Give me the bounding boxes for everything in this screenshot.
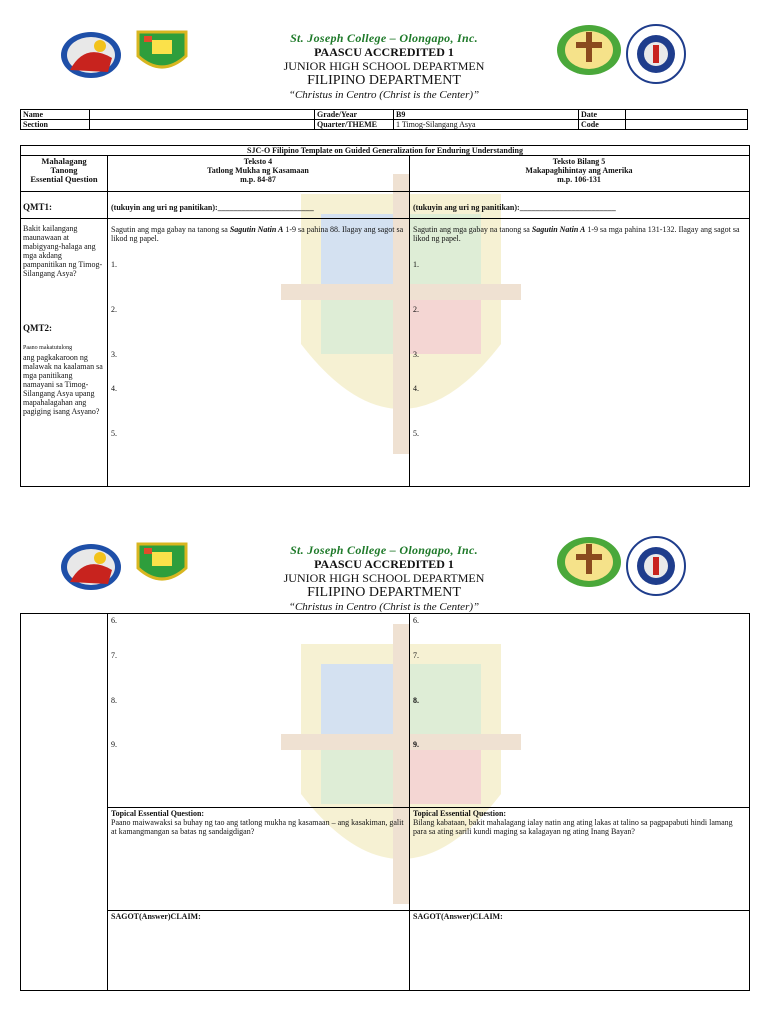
item-6-right: 6. (413, 616, 419, 625)
page-header (0, 0, 768, 100)
item-4-left: 4. (111, 384, 117, 393)
page-header-2 (0, 512, 768, 612)
department-line-2: FILIPINO DEPARTMENT (307, 73, 461, 88)
text-4-heading: Teksto 4 Tatlong Mukha ng Kasamaan m.p. 84-87 (207, 157, 309, 184)
department-line-1: JUNIOR HIGH SCHOOL DEPARTMEN (283, 571, 485, 585)
text-4-instructions: Sagutin ang mga gabay na tanong sa Sagutin Natin A 1-9 sa pahina 88. Ilagay ang sagot sa likod ng papel. (111, 225, 404, 243)
column-divider-2 (409, 156, 410, 486)
accreditation: PAASCU ACCREDITED 1 (314, 45, 454, 59)
answer-claim-right[interactable]: SAGOT(Answer)CLAIM: (413, 912, 503, 921)
item-3-left: 3. (111, 350, 117, 359)
template-table-2 (20, 613, 750, 991)
date-field[interactable] (626, 110, 748, 120)
qmt2-label: QMT2: (23, 323, 52, 333)
quarter-value: 1 Timog-Silangang Asya (394, 120, 579, 130)
school-name: St. Joseph College – Olongapo, Inc. (290, 31, 478, 45)
school-seal-icon (60, 30, 122, 80)
student-info-table (20, 109, 748, 130)
item-7-left: 7. (111, 651, 117, 660)
motto: “Christus in Centro (Christ is the Center)” (288, 601, 480, 613)
topical-question-left: Topical Essential Question: Paano maiwawaksi sa buhay ng tao ang tatlong mukha ng kasamaan – ang kasakiman, galit at kamangmangan sa batas ng sandaigdigan? (111, 809, 404, 836)
template-table (20, 145, 750, 487)
qmt1-text: Bakit kailangang maunawaan at mabigyang-halaga ang mga akdang pampanitikan ng Timog-Silangang Asya? (23, 224, 103, 278)
department-line-1: JUNIOR HIGH SCHOOL DEPARTMEN (283, 59, 485, 73)
text-5-heading: Teksto Bilang 5 Makapaghihintay ang Amerika m.p. 106-131 (525, 157, 633, 184)
code-field[interactable] (626, 120, 748, 130)
deped-seal-icon (626, 24, 686, 84)
header-row-divider (21, 191, 749, 192)
qmt2-text: ang pagkakaroon ng malawak na kaalaman sa mga panitikang namayani sa Timog-Silangang Asya upang mapahalagahan ang pagiging isang Asyano? (23, 353, 103, 416)
grade-value: B9 (394, 110, 579, 120)
item-1-left: 1. (111, 260, 117, 269)
item-5-left: 5. (111, 429, 117, 438)
item-2-right: 2. (413, 305, 419, 314)
cesoi-seal-icon (556, 24, 622, 76)
answer-row-divider (108, 910, 749, 911)
worksheet-page-1 (0, 0, 768, 500)
genre-row-divider (21, 218, 749, 219)
cesoi-seal-icon (556, 536, 622, 588)
item-3-right: 3. (413, 350, 419, 359)
essential-question-heading: Mahalagang Tanong Essential Question (30, 156, 98, 184)
department-line-2: FILIPINO DEPARTMENT (307, 585, 461, 600)
quarter-label: Quarter/THEME (315, 120, 394, 130)
worksheet-page-2 (0, 512, 768, 1024)
item-4-right: 4. (413, 384, 419, 393)
topical-row-divider (108, 807, 749, 808)
header-text-2 (200, 544, 568, 613)
college-shield-icon (134, 538, 190, 590)
item-1-right: 1. (413, 260, 419, 269)
column-divider-2 (409, 614, 410, 990)
grade-label: Grade/Year (315, 110, 394, 120)
topical-question-right: Topical Essential Question: Bilang kabataan, bakit mahalagang ialay natin ang ating lakas at talino sa pagpapabuti hindi lamang para sa ating sarili kundi maging sa kalagayan ng ating Inang Bayan? (413, 809, 733, 836)
qmt2-small: Paano makatutulong (23, 345, 73, 351)
qmt1-label: QMT1: (23, 202, 52, 212)
column-divider-1 (107, 156, 108, 486)
item-2-left: 2. (111, 305, 117, 314)
text-5-genre[interactable]: (tukuyin ang uri ng panitikan):________________________ (413, 203, 616, 212)
motto: “Christus in Centro (Christ is the Center)” (288, 89, 480, 101)
college-watermark-icon (281, 174, 521, 474)
header-text (200, 32, 568, 101)
name-label: Name (21, 110, 90, 120)
school-name: St. Joseph College – Olongapo, Inc. (290, 543, 478, 557)
date-label: Date (579, 110, 626, 120)
section-field[interactable] (90, 120, 315, 130)
school-seal-icon (60, 542, 122, 592)
item-6-left: 6. (111, 616, 117, 625)
section-label: Section (21, 120, 90, 130)
accreditation: PAASCU ACCREDITED 1 (314, 557, 454, 571)
deped-seal-icon (626, 536, 686, 596)
text-4-genre[interactable]: (tukuyin ang uri ng panitikan):________________________ (111, 203, 314, 212)
item-5-right: 5. (413, 429, 419, 438)
college-shield-icon (134, 26, 190, 78)
item-7-right: 7. (413, 651, 419, 660)
item-9-left: 9. (111, 740, 117, 749)
college-watermark-icon (281, 624, 521, 924)
answer-claim-left[interactable]: SAGOT(Answer)CLAIM: (111, 912, 201, 921)
code-label: Code (579, 120, 626, 130)
name-field[interactable] (90, 110, 315, 120)
item-9-right: 9. (413, 740, 419, 749)
column-divider-1 (107, 614, 108, 990)
text-5-instructions: Sagutin ang mga gabay na tanong sa Sagutin Natin A 1-9 sa mga pahina 131-132. Ilagay ang sagot sa likod ng papel. (413, 225, 740, 243)
template-title: SJC-O Filipino Template on Guided Generalization for Enduring Understanding (21, 146, 749, 156)
item-8-left: 8. (111, 696, 117, 705)
item-8-right: 8. (413, 696, 419, 705)
